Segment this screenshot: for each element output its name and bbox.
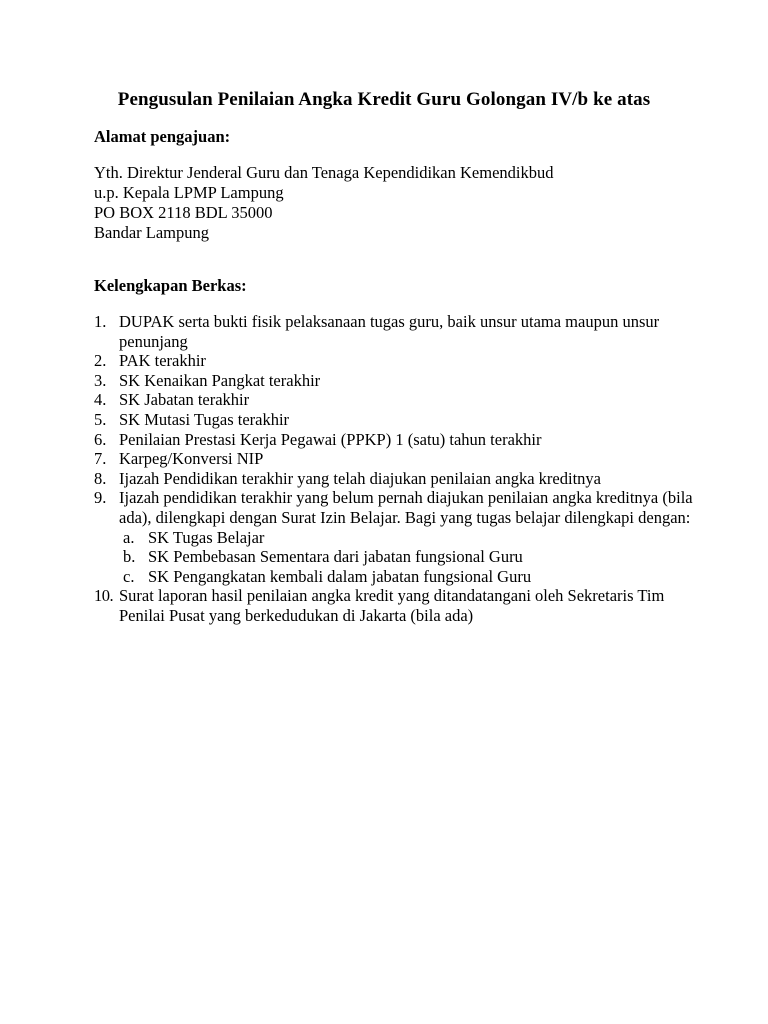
list-item: [94, 469, 694, 489]
sub-list-item-letter: c.: [123, 566, 135, 586]
address-line: PO BOX 2118 BDL 35000: [94, 203, 273, 222]
list-item-text: SK Jabatan terakhir: [119, 390, 250, 410]
list-item-number: 2.: [94, 351, 107, 371]
list-item: [94, 312, 694, 351]
list-item-text: SK Mutasi Tugas terakhir: [119, 409, 290, 429]
address-line: Bandar Lampung: [94, 223, 210, 242]
list-item: [94, 430, 694, 450]
sub-list-item-text: SK Tugas Belajar: [148, 527, 265, 547]
list-item-text: PAK terakhir: [119, 351, 206, 371]
sub-list-item: [119, 547, 694, 567]
list-item-number: 1.: [94, 312, 107, 331]
list-item-text: SK Kenaikan Pangkat terakhir: [119, 370, 321, 390]
address-heading: Alamat pengajuan:: [94, 127, 231, 146]
sub-list-item: [119, 567, 694, 587]
list-item: [94, 488, 694, 586]
list-item-text: Karpeg/Konversi NIP: [119, 449, 264, 469]
list-item-number: 10.: [94, 586, 114, 606]
list-item-number: 4.: [94, 390, 107, 410]
list-item: [94, 410, 694, 430]
list-item-number: 3.: [94, 370, 107, 390]
list-item-text: Surat laporan hasil penilaian angka kredit yang ditandatangani oleh Sekretaris Tim Penilai Pusat yang berkedudukan di Jakarta (bila ada): [119, 586, 665, 625]
list-item-number: 6.: [94, 429, 107, 449]
address-line: Yth. Direktur Jenderal Guru dan Tenaga Kependidikan Kemendikbud: [94, 163, 554, 182]
list-item: [94, 449, 694, 469]
sub-list-item-text: SK Pengangkatan kembali dalam jabatan fungsional Guru: [148, 566, 532, 586]
files-heading: Kelengkapan Berkas:: [94, 276, 247, 295]
list-item-number: 9.: [94, 488, 107, 508]
address-line: u.p. Kepala LPMP Lampung: [94, 183, 284, 202]
list-item: [94, 586, 694, 625]
sub-list-item: [119, 528, 694, 548]
sub-list: [119, 528, 694, 587]
list-item: [94, 371, 694, 391]
address-block: [94, 163, 554, 243]
list-item: [94, 390, 694, 410]
requirements-list: [94, 312, 694, 626]
document-title: Pengusulan Penilaian Angka Kredit Guru Golongan IV/b ke atas: [117, 89, 651, 110]
list-item-number: 7.: [94, 449, 107, 469]
list-item-number: 8.: [94, 468, 107, 488]
list-item-text: DUPAK serta bukti fisik pelaksanaan tugas guru, baik unsur utama maupun unsur penunjang: [119, 312, 660, 351]
sub-list-item-letter: b.: [123, 547, 136, 567]
list-item-text: Ijazah Pendidikan terakhir yang telah diajukan penilaian angka kreditnya: [119, 468, 601, 488]
sub-list-item-text: SK Pembebasan Sementara dari jabatan fungsional Guru: [148, 547, 523, 567]
list-item-text: Penilaian Prestasi Kerja Pegawai (PPKP) 1 (satu) tahun terakhir: [119, 429, 542, 449]
sub-list-item-letter: a.: [123, 527, 135, 547]
list-item-number: 5.: [94, 409, 107, 429]
list-item-text: Ijazah pendidikan terakhir yang belum pernah diajukan penilaian angka kreditnya (bila ada), dilengkapi dengan Surat Izin Belajar. Bagi yang tugas belajar dilengkapi dengan:: [119, 488, 693, 527]
list-item: [94, 351, 694, 371]
list-item-body: [119, 488, 694, 586]
